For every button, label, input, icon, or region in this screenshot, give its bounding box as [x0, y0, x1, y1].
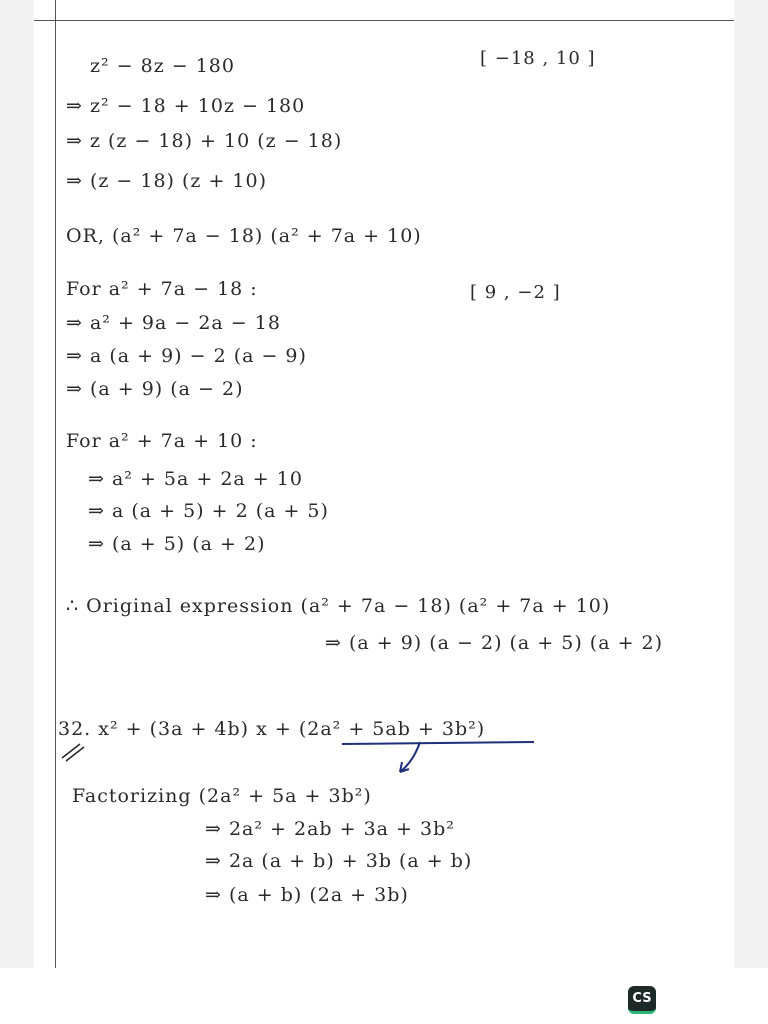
- double-slash-mark-icon: [58, 732, 88, 762]
- step-line-19: ⇒ 2a (a + b) + 3b (a + b): [205, 850, 473, 872]
- expression-line-1: z² − 8z − 180: [90, 55, 235, 77]
- page-left-edge: [0, 0, 34, 968]
- step-line-8: ⇒ a (a + 9) − 2 (a − 9): [66, 345, 307, 367]
- for-heading-1: For a² + 7a − 18 :: [66, 278, 258, 300]
- step-line-2: ⇒ z² − 18 + 10z − 180: [66, 95, 306, 117]
- step-line-4: ⇒ (z − 18) (z + 10): [66, 170, 268, 192]
- step-line-11: ⇒ a² + 5a + 2a + 10: [88, 468, 303, 490]
- for-heading-2: For a² + 7a + 10 :: [66, 430, 258, 452]
- step-line-18: ⇒ 2a² + 2ab + 3a + 3b²: [205, 818, 455, 840]
- down-arrow-icon: [388, 740, 428, 776]
- step-line-12: ⇒ a (a + 5) + 2 (a + 5): [88, 500, 329, 522]
- step-line-9: ⇒ (a + 9) (a − 2): [66, 378, 244, 400]
- factor-pair-hint-1: [ −18 , 10 ]: [480, 48, 596, 69]
- factorizing-heading: Factorizing (2a² + 5a + 3b²): [72, 785, 372, 807]
- margin-line: [55, 0, 56, 968]
- page-right-edge: [734, 0, 768, 968]
- camscanner-badge: CS: [628, 986, 656, 1014]
- step-line-7: ⇒ a² + 9a − 2a − 18: [66, 312, 281, 334]
- original-expression-line: ∴ Original expression (a² + 7a − 18) (a² + 7a + 10): [66, 595, 611, 617]
- top-ruled-line: [34, 20, 734, 21]
- question-32-line: 32. x² + (3a + 4b) x + (2a² + 5ab + 3b²): [58, 718, 486, 740]
- step-line-20: ⇒ (a + b) (2a + 3b): [205, 884, 409, 906]
- factor-pair-hint-2: [ 9 , −2 ]: [470, 282, 561, 303]
- final-factorization-line: ⇒ (a + 9) (a − 2) (a + 5) (a + 2): [325, 632, 664, 654]
- step-line-13: ⇒ (a + 5) (a + 2): [88, 533, 266, 555]
- or-line: OR, (a² + 7a − 18) (a² + 7a + 10): [66, 225, 422, 247]
- step-line-3: ⇒ z (z − 18) + 10 (z − 18): [66, 130, 343, 152]
